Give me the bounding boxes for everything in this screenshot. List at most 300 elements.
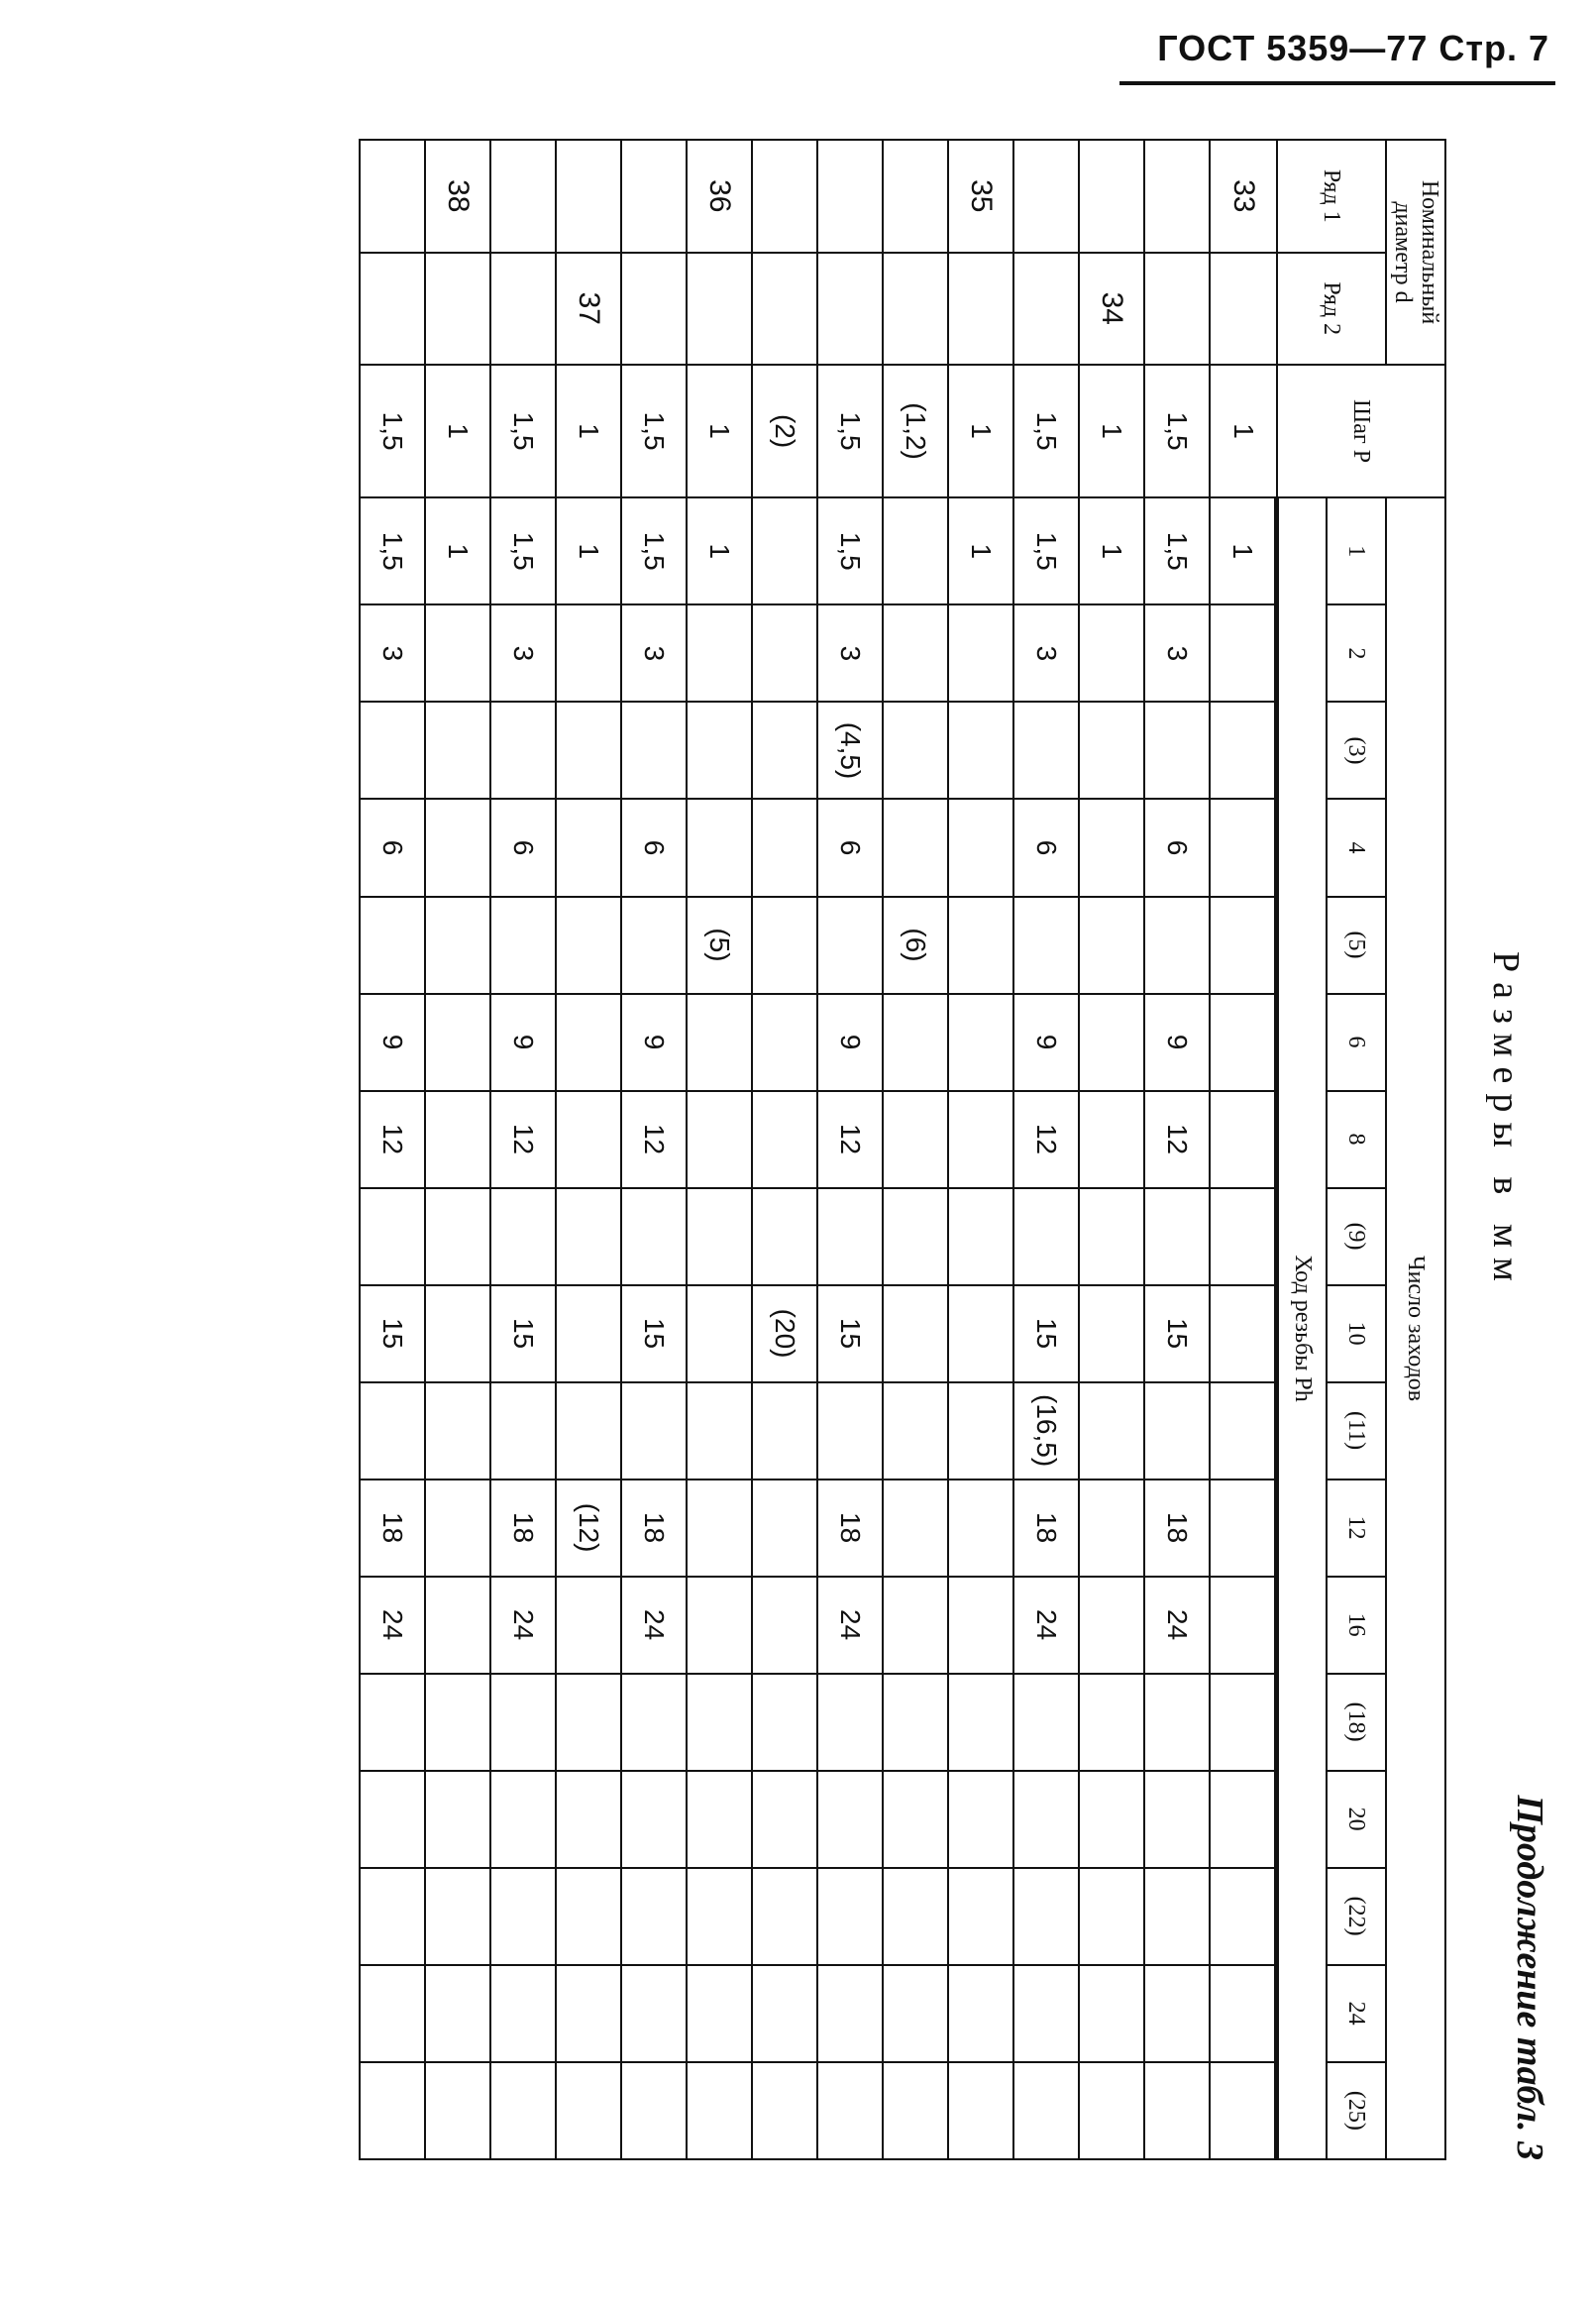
- lead-cell: (16,5): [1014, 1382, 1080, 1480]
- lead-cell: 1: [426, 497, 491, 604]
- table-body: [361, 140, 1278, 2159]
- lead-cell: 1,5: [361, 497, 426, 604]
- row1-header: Ряд 1: [1277, 140, 1386, 253]
- lead-cell: [361, 1771, 426, 1868]
- lead-cell: [622, 897, 688, 994]
- diameter-row2-cell: [949, 253, 1014, 366]
- diameter-row1-cell: [1080, 140, 1145, 253]
- lead-cell: [688, 2062, 753, 2159]
- lead-cell: 18: [818, 1480, 884, 1577]
- diameter-row1-cell: [557, 140, 622, 253]
- diameter-row2-cell: [1014, 253, 1080, 366]
- lead-cell: 9: [1145, 994, 1211, 1091]
- lead-cell: 18: [491, 1480, 557, 1577]
- lead-cell: 1,5: [622, 497, 688, 604]
- diameter-row1-cell: [753, 140, 818, 253]
- lead-cell: [557, 1771, 622, 1868]
- lead-cell: [1080, 1965, 1145, 2062]
- lead-cell: [753, 702, 818, 799]
- rotated-table-page: [89, 139, 1555, 2160]
- lead-cell: [1080, 1480, 1145, 1577]
- lead-cell: [688, 799, 753, 896]
- lead-cell: [1080, 799, 1145, 896]
- lead-cell: [1211, 1577, 1278, 1674]
- lead-cell: [688, 1771, 753, 1868]
- header-rule: [1119, 81, 1555, 85]
- lead-cell: [818, 2062, 884, 2159]
- starts-col-header: 24: [1327, 1965, 1386, 2062]
- lead-cell: 1: [949, 497, 1014, 604]
- lead-cell: [361, 897, 426, 994]
- lead-cell: [753, 1188, 818, 1285]
- lead-cell: [949, 1868, 1014, 1965]
- pitch-cell: 1,5: [622, 365, 688, 497]
- lead-cell: 24: [1014, 1577, 1080, 1674]
- lead-cell: 6: [622, 799, 688, 896]
- lead-cell: [818, 1868, 884, 1965]
- lead-cell: [1080, 1285, 1145, 1382]
- lead-cell: [557, 897, 622, 994]
- continuation-caption: Продолжение табл. 3: [1509, 1795, 1550, 2160]
- starts-col-header: (22): [1327, 1868, 1386, 1965]
- lead-cell: [753, 2062, 818, 2159]
- lead-cell: [1211, 702, 1278, 799]
- pitch-cell: 1,5: [818, 365, 884, 497]
- lead-cell: [426, 994, 491, 1091]
- lead-cell: [818, 1382, 884, 1480]
- diameter-row1-cell: [622, 140, 688, 253]
- lead-cell: [688, 1480, 753, 1577]
- lead-cell: 6: [1145, 799, 1211, 896]
- pitch-cell: 1,5: [491, 365, 557, 497]
- table-row: [361, 140, 426, 2159]
- lead-cell: [949, 1965, 1014, 2062]
- lead-cell: 18: [622, 1480, 688, 1577]
- lead-cell: [1080, 1382, 1145, 1480]
- lead-cell: [884, 1965, 949, 2062]
- starts-col-header: (3): [1327, 702, 1386, 799]
- lead-cell: [1080, 1091, 1145, 1188]
- lead-cell: 3: [1014, 604, 1080, 702]
- lead-cell: [884, 1091, 949, 1188]
- lead-cell: [688, 1965, 753, 2062]
- lead-cell: 3: [622, 604, 688, 702]
- lead-cell: [426, 2062, 491, 2159]
- lead-cell: [622, 1965, 688, 2062]
- diameter-row2-cell: 37: [557, 253, 622, 366]
- lead-cell: (6): [884, 897, 949, 994]
- lead-cell: 24: [818, 1577, 884, 1674]
- lead-cell: [884, 497, 949, 604]
- lead-cell: [1211, 1868, 1278, 1965]
- lead-cell: [753, 1382, 818, 1480]
- lead-cell: 12: [491, 1091, 557, 1188]
- lead-cell: [426, 1480, 491, 1577]
- lead-cell: [361, 1188, 426, 1285]
- pitch-cell: 1: [426, 365, 491, 497]
- diameter-row1-cell: [1145, 140, 1211, 253]
- lead-cell: 1: [1080, 497, 1145, 604]
- lead-cell: [884, 1577, 949, 1674]
- lead-cell: [1014, 1771, 1080, 1868]
- lead-cell: [491, 2062, 557, 2159]
- table-row: [1014, 140, 1080, 2159]
- lead-cell: [1211, 897, 1278, 994]
- diameter-row1-cell: [491, 140, 557, 253]
- table-row: [1145, 140, 1211, 2159]
- lead-cell: [1211, 1965, 1278, 2062]
- lead-cell: 9: [491, 994, 557, 1091]
- diameter-row1-cell: [361, 140, 426, 253]
- lead-cell: [426, 1577, 491, 1674]
- lead-cell: 15: [818, 1285, 884, 1382]
- table-row: [1211, 140, 1278, 2159]
- diameter-row2-cell: [491, 253, 557, 366]
- lead-cell: [1211, 2062, 1278, 2159]
- table-row: [688, 140, 753, 2159]
- pitch-cell: 1: [949, 365, 1014, 497]
- table-row: [949, 140, 1014, 2159]
- lead-cell: [818, 1771, 884, 1868]
- starts-col-header: (5): [1327, 897, 1386, 994]
- lead-cell: [361, 1674, 426, 1771]
- lead-cell: [557, 2062, 622, 2159]
- starts-col-header: (11): [1327, 1382, 1386, 1480]
- starts-col-header: 8: [1327, 1091, 1386, 1188]
- pitch-cell: 1: [1080, 365, 1145, 497]
- lead-cell: [949, 1382, 1014, 1480]
- lead-cell: 9: [818, 994, 884, 1091]
- lead-cell: [361, 1382, 426, 1480]
- lead-cell: [1080, 1577, 1145, 1674]
- lead-cell: [557, 1868, 622, 1965]
- lead-cell: [1211, 1382, 1278, 1480]
- lead-cell: [622, 1771, 688, 1868]
- lead-cell: [1080, 702, 1145, 799]
- lead-cell: [1080, 994, 1145, 1091]
- lead-cell: [557, 604, 622, 702]
- lead-cell: [818, 1188, 884, 1285]
- lead-cell: [557, 799, 622, 896]
- starts-col-header: 1: [1327, 497, 1386, 604]
- starts-col-header: 20: [1327, 1771, 1386, 1868]
- table-row: [884, 140, 949, 2159]
- diameter-row2-cell: [818, 253, 884, 366]
- lead-cell: [688, 702, 753, 799]
- lead-cell: [753, 1771, 818, 1868]
- table-row: [426, 140, 491, 2159]
- lead-cell: [557, 1285, 622, 1382]
- lead-cell: [949, 702, 1014, 799]
- diameter-row2-cell: 34: [1080, 253, 1145, 366]
- lead-cell: 12: [622, 1091, 688, 1188]
- lead-cell: (5): [688, 897, 753, 994]
- lead-cell: [491, 1868, 557, 1965]
- lead-cell: [1080, 2062, 1145, 2159]
- diameter-row2-cell: [1145, 253, 1211, 366]
- lead-cell: 9: [361, 994, 426, 1091]
- lead-cell: [688, 1674, 753, 1771]
- lead-cell: [557, 994, 622, 1091]
- lead-cell: 3: [1145, 604, 1211, 702]
- lead-cell: [884, 799, 949, 896]
- lead-cell: [622, 702, 688, 799]
- pitch-cell: 1: [557, 365, 622, 497]
- lead-cell: [557, 1188, 622, 1285]
- lead-cell: [361, 2062, 426, 2159]
- diameter-row1-cell: [818, 140, 884, 253]
- pitch-cell: 1: [1211, 365, 1278, 497]
- lead-cell: [1211, 1771, 1278, 1868]
- diameter-row2-cell: [753, 253, 818, 366]
- diameter-row2-cell: [688, 253, 753, 366]
- starts-col-header: 6: [1327, 994, 1386, 1091]
- lead-cell: [884, 1188, 949, 1285]
- lead-cell: [1211, 1091, 1278, 1188]
- lead-cell: [688, 1091, 753, 1188]
- lead-cell: [557, 702, 622, 799]
- lead-cell: [753, 1868, 818, 1965]
- lead-cell: [426, 897, 491, 994]
- lead-cell: 12: [361, 1091, 426, 1188]
- starts-col-header: 12: [1327, 1480, 1386, 1577]
- table-row: [491, 140, 557, 2159]
- lead-cell: [622, 2062, 688, 2159]
- lead-cell: [753, 497, 818, 604]
- lead-cell: 1,5: [1145, 497, 1211, 604]
- lead-cell: [949, 897, 1014, 994]
- lead-cell: [949, 994, 1014, 1091]
- lead-cell: [1014, 702, 1080, 799]
- lead-cell: [949, 1771, 1014, 1868]
- lead-cell: [1211, 799, 1278, 896]
- lead-cell: [1211, 1285, 1278, 1382]
- lead-cell: 3: [361, 604, 426, 702]
- lead-cell: (20): [753, 1285, 818, 1382]
- starts-col-header: 2: [1327, 604, 1386, 702]
- diameter-row2-cell: [884, 253, 949, 366]
- lead-cell: 1: [688, 497, 753, 604]
- lead-cell: 15: [622, 1285, 688, 1382]
- lead-cell: [491, 1382, 557, 1480]
- lead-cell: [1145, 1674, 1211, 1771]
- lead-cell: [1211, 1188, 1278, 1285]
- diameter-row1-cell: 36: [688, 140, 753, 253]
- pitch-cell: (2): [753, 365, 818, 497]
- lead-cell: [1145, 1382, 1211, 1480]
- lead-cell: [1145, 897, 1211, 994]
- lead-cell: [1145, 1868, 1211, 1965]
- starts-col-header: 16: [1327, 1577, 1386, 1674]
- lead-cell: [1145, 1771, 1211, 1868]
- lead-cell: [557, 1091, 622, 1188]
- lead-cell: 9: [622, 994, 688, 1091]
- pitch-cell: 1,5: [361, 365, 426, 497]
- lead-cell: [426, 1382, 491, 1480]
- lead-cell: [491, 1674, 557, 1771]
- lead-cell: [884, 2062, 949, 2159]
- lead-cell: [1080, 1868, 1145, 1965]
- lead-cell: [884, 1674, 949, 1771]
- starts-col-header: (9): [1327, 1188, 1386, 1285]
- lead-cell: [622, 1382, 688, 1480]
- lead-cell: [753, 1674, 818, 1771]
- lead-cell: [1211, 1480, 1278, 1577]
- lead-cell: [491, 1771, 557, 1868]
- row2-header: Ряд 2: [1277, 253, 1386, 366]
- lead-cell: [1014, 1674, 1080, 1771]
- lead-cell: [1145, 1188, 1211, 1285]
- starts-col-header: 10: [1327, 1285, 1386, 1382]
- lead-cell: [818, 1965, 884, 2062]
- lead-cell: [1014, 897, 1080, 994]
- lead-cell: 12: [1014, 1091, 1080, 1188]
- lead-cell: [426, 1285, 491, 1382]
- lead-cell: [557, 1577, 622, 1674]
- lead-cell: [1145, 2062, 1211, 2159]
- lead-cell: [1080, 1674, 1145, 1771]
- page-header: [1100, 28, 1555, 87]
- lead-cell: [688, 1577, 753, 1674]
- lead-cell: 6: [491, 799, 557, 896]
- lead-cell: [557, 1674, 622, 1771]
- lead-cell: [949, 1674, 1014, 1771]
- lead-cell: [1080, 1771, 1145, 1868]
- lead-cell: 6: [1014, 799, 1080, 896]
- table-row: [557, 140, 622, 2159]
- lead-cell: [361, 702, 426, 799]
- lead-cell: 18: [361, 1480, 426, 1577]
- lead-cell: [491, 1965, 557, 2062]
- lead-cell: [1211, 994, 1278, 1091]
- diameter-row1-cell: [1014, 140, 1080, 253]
- lead-cell: [949, 1188, 1014, 1285]
- lead-cell: [361, 1868, 426, 1965]
- lead-cell: [426, 1965, 491, 2062]
- lead-cell: [884, 604, 949, 702]
- lead-cell: 1: [557, 497, 622, 604]
- lead-cell: [753, 1091, 818, 1188]
- lead-cell: [884, 1480, 949, 1577]
- lead-cell: 6: [361, 799, 426, 896]
- lead-cell: 24: [361, 1577, 426, 1674]
- lead-cell: [1014, 1868, 1080, 1965]
- thread-table: [360, 139, 1447, 2160]
- pitch-header: Шаг P: [1277, 365, 1445, 497]
- lead-cell: [949, 604, 1014, 702]
- lead-cell: 3: [491, 604, 557, 702]
- lead-cell: [557, 1382, 622, 1480]
- lead-cell: 6: [818, 799, 884, 896]
- lead-cell: [622, 1188, 688, 1285]
- starts-header: Число заходов: [1386, 497, 1445, 2159]
- lead-cell: 15: [361, 1285, 426, 1382]
- lead-cell: [1080, 604, 1145, 702]
- lead-cell: [949, 1480, 1014, 1577]
- table-row: [753, 140, 818, 2159]
- lead-cell: [753, 604, 818, 702]
- lead-cell: [753, 1577, 818, 1674]
- lead-cell: [426, 1868, 491, 1965]
- lead-cell: [426, 1771, 491, 1868]
- lead-cell: 9: [1014, 994, 1080, 1091]
- lead-cell: [884, 1771, 949, 1868]
- lead-cell: [1145, 1965, 1211, 2062]
- lead-cell: 12: [818, 1091, 884, 1188]
- lead-cell: [753, 1480, 818, 1577]
- diameter-row1-cell: 33: [1211, 140, 1278, 253]
- diameter-row2-cell: [1211, 253, 1278, 366]
- lead-cell: [688, 1285, 753, 1382]
- lead-cell: [949, 2062, 1014, 2159]
- lead-cell: [426, 1188, 491, 1285]
- lead-cell: (4,5): [818, 702, 884, 799]
- lead-cell: 18: [1014, 1480, 1080, 1577]
- lead-cell: [949, 1091, 1014, 1188]
- table-row: [1080, 140, 1145, 2159]
- lead-header: Ход резьбы Ph: [1277, 497, 1327, 2159]
- lead-cell: 24: [491, 1577, 557, 1674]
- pitch-cell: (1,2): [884, 365, 949, 497]
- diameter-row1-cell: 38: [426, 140, 491, 253]
- lead-cell: 24: [1145, 1577, 1211, 1674]
- starts-col-header: (18): [1327, 1674, 1386, 1771]
- lead-cell: 18: [1145, 1480, 1211, 1577]
- lead-cell: [426, 1674, 491, 1771]
- lead-cell: [753, 897, 818, 994]
- lead-cell: [1211, 1674, 1278, 1771]
- lead-cell: [753, 799, 818, 896]
- lead-cell: 12: [1145, 1091, 1211, 1188]
- lead-cell: [361, 1965, 426, 2062]
- lead-cell: [884, 994, 949, 1091]
- lead-cell: [622, 1868, 688, 1965]
- lead-cell: [688, 1868, 753, 1965]
- table-row: [818, 140, 884, 2159]
- lead-cell: [426, 1091, 491, 1188]
- lead-cell: [557, 1965, 622, 2062]
- lead-cell: 1,5: [491, 497, 557, 604]
- lead-cell: [622, 1674, 688, 1771]
- lead-cell: [949, 799, 1014, 896]
- lead-cell: [1014, 1965, 1080, 2062]
- pitch-cell: 1,5: [1145, 365, 1211, 497]
- lead-cell: (12): [557, 1480, 622, 1577]
- lead-cell: [688, 604, 753, 702]
- lead-cell: 15: [1145, 1285, 1211, 1382]
- lead-cell: [688, 1382, 753, 1480]
- lead-cell: [884, 1382, 949, 1480]
- lead-cell: [753, 994, 818, 1091]
- starts-col-header: (25): [1327, 2062, 1386, 2159]
- units-label: Размеры в мм: [1485, 951, 1527, 1291]
- diameter-row2-cell: [361, 253, 426, 366]
- lead-cell: [426, 604, 491, 702]
- lead-cell: 15: [491, 1285, 557, 1382]
- table-row: [622, 140, 688, 2159]
- starts-col-header: 4: [1327, 799, 1386, 896]
- lead-cell: 15: [1014, 1285, 1080, 1382]
- lead-cell: 1: [1211, 497, 1278, 604]
- lead-cell: [753, 1965, 818, 2062]
- lead-cell: [688, 1188, 753, 1285]
- diameter-row1-cell: 35: [949, 140, 1014, 253]
- diameter-row2-cell: [426, 253, 491, 366]
- lead-cell: [491, 897, 557, 994]
- lead-cell: [426, 799, 491, 896]
- page-header-text: ГОСТ 5359—77 Стр. 7: [1157, 28, 1549, 68]
- lead-cell: [884, 1868, 949, 1965]
